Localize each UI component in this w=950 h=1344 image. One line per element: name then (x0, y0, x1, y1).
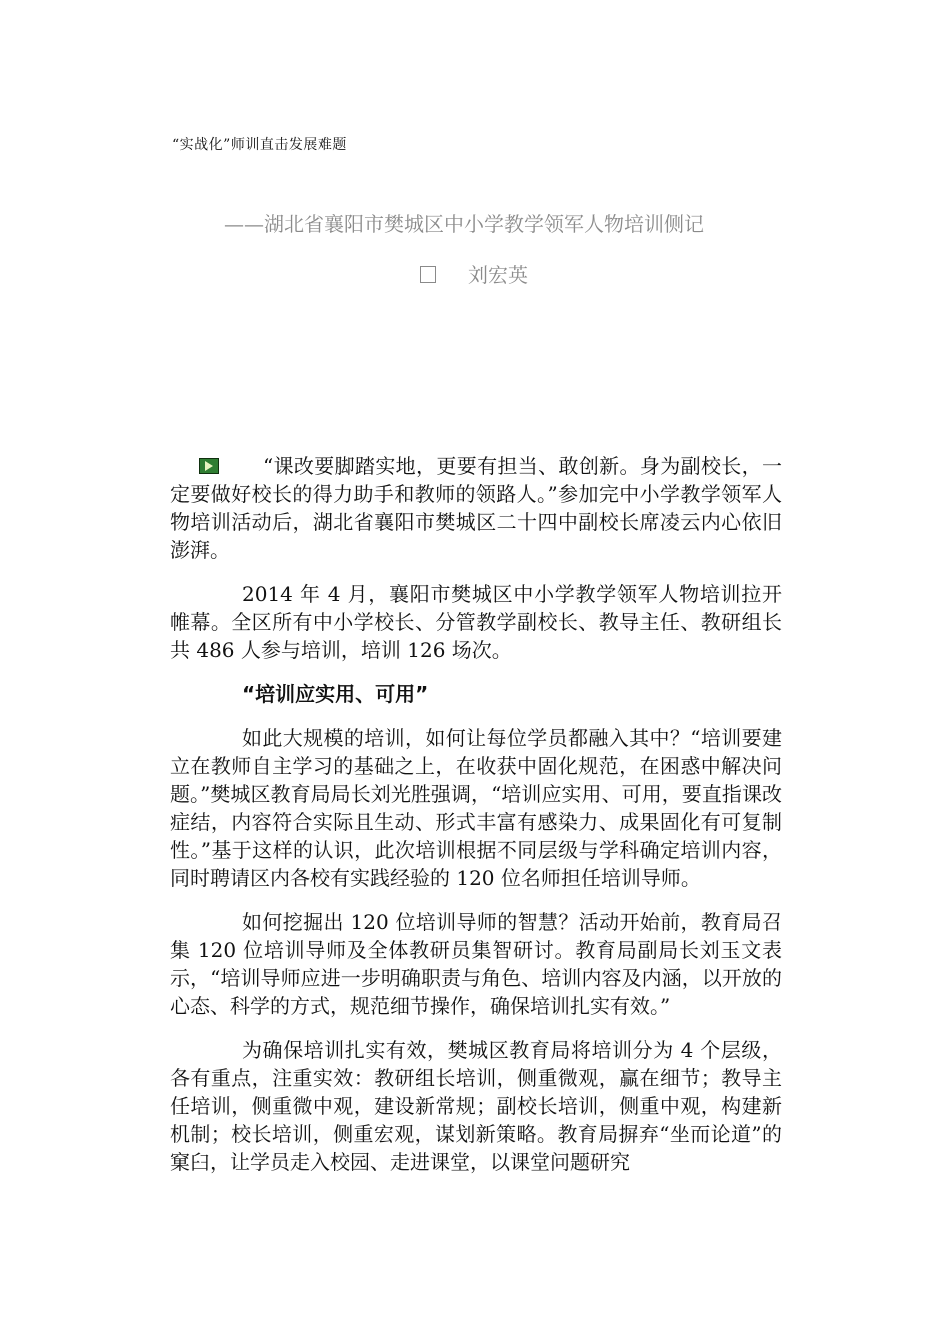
green-arrow-icon (199, 458, 219, 474)
paragraph-1 (170, 452, 782, 564)
paragraph-5: 为确保培训扎实有效，樊城区教育局将培训分为 4 个层级，各有重点，注重实效：教研组长培训，侧重微观，赢在细节；教导主任培训，侧重微中观，建设新常规；副校长培训，侧重中观，构建新机制；校长培训，侧重宏观，谋划新策略。教育局摒弃“坐而论道”的窠臼，让学员走入校园、走进课堂，以课堂问题研究 (170, 1038, 782, 1174)
article-body (170, 452, 782, 1192)
paragraph-3: 如此大规模的培训，如何让每位学员都融入其中？“培训要建立在教师自主学习的基础之上，在收获中固化规范，在困惑中解决问题。”樊城区教育局局长刘光胜强调，“培训应实用、可用，要直指课改症结，内容符合实际且生动、形式丰富有感染力、成果固化有可复制性。”基于这样的认识，此次培训根据不同层级与学科确定培训内容，同时聘请区内各校有实践经验的 120 位名师担任培训导师。 (170, 726, 782, 890)
document-subtitle: ——湖北省襄阳市樊城区中小学教学领军人物培训侧记 (224, 212, 704, 236)
paragraph-1-text: “课改要脚踏实地，更要有担当、敢创新。身为副校长，一定要做好校长的得力助手和教师的领路人。”参加完中小学教学领军人物培训活动后，湖北省襄阳市樊城区二十四中副校长席凌云内心依旧澎湃。 (170, 454, 782, 562)
paragraph-4: 如何挖掘出 120 位培训导师的智慧？活动开始前，教育局召集 120 位培训导师及全体教研员集智研讨。教育局副局长刘玉文表示，“培训导师应进一步明确职责与角色、培训内容及内涵，以开放的心态、科学的方式，规范细节操作，确保培训扎实有效。” (170, 910, 782, 1018)
section-heading: “培训应实用、可用” (242, 682, 429, 706)
author-line (420, 259, 528, 288)
paragraph-2: 2014 年 4 月，襄阳市樊城区中小学教学领军人物培训拉开帷幕。全区所有中小学校长、分管教学副校长、教导主任、教研组长共 486 人参与培训，培训 126 场次。 (170, 582, 782, 662)
author-name: 刘宏英 (468, 263, 528, 287)
author-box-icon (420, 266, 436, 283)
document-header-title: “实战化”师训直击发展难题 (172, 137, 347, 153)
